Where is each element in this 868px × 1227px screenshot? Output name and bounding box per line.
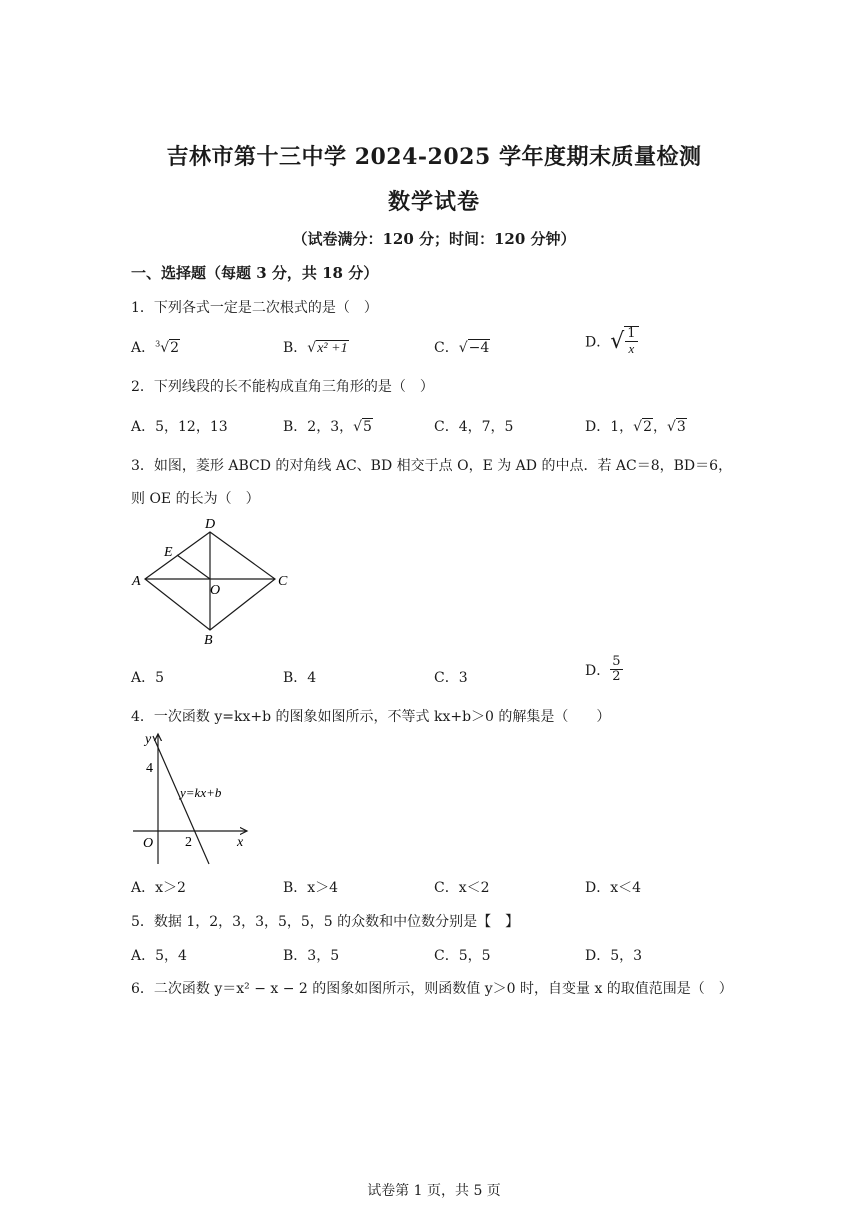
option-label: B． <box>283 340 308 356</box>
question-6: 6．二次函数 y＝x² − x − 2 的图象如图所示，则函数值 y＞0 时，自变量 x 的取值范围是（ ） <box>131 981 733 997</box>
root-index: 3 <box>155 339 161 349</box>
separator: ， <box>652 419 667 435</box>
segment-oe <box>177 555 210 579</box>
section-title: 一、选择题（每题 3 分，共 18 分） <box>131 264 379 282</box>
q1-option-c: C．√−4 <box>434 340 490 356</box>
fraction-numerator: 5 <box>612 654 621 669</box>
label-o: O <box>210 583 221 598</box>
q3-option-c: C．3 <box>434 670 468 686</box>
q5-option-d: D．5，3 <box>585 948 643 964</box>
question-1: 1．下列各式一定是二次根式的是（ ） <box>131 300 378 316</box>
q2-option-c: C．4，7，5 <box>434 419 514 435</box>
radicand: 3 <box>676 419 686 435</box>
q2-option-b: B．2，3，√5 <box>283 419 372 435</box>
q5-option-c: C．5，5 <box>434 948 491 964</box>
q3-option-d <box>585 655 623 685</box>
q5-option-b: B．3，5 <box>283 948 340 964</box>
q1-option-a: A．$^3$√2 <box>131 339 180 356</box>
radicand: −4 <box>468 340 490 356</box>
radicand: 5 <box>363 419 372 435</box>
q2-option-d: D．1，√2，√3 <box>585 419 686 435</box>
y-intercept-label: 4 <box>146 761 153 776</box>
option-label: C． <box>434 340 459 356</box>
q4-option-d: D．x＜4 <box>585 880 642 896</box>
exam-title: 吉林市第十三中学 2024-2025 学年度期末质量检测 <box>166 144 702 170</box>
q2-option-a: A．5，12，13 <box>131 419 228 435</box>
option-text: B．2，3， <box>283 419 354 435</box>
option-label: D． <box>585 662 611 679</box>
origin-label: O <box>143 836 154 851</box>
exam-subtitle: 数学试卷 <box>387 189 480 215</box>
q1-option-b: B．√x² +1 <box>283 340 348 356</box>
q1-option-d: D．√ $\frac{1}{x}$ <box>585 326 639 357</box>
question-4: 4．一次函数 y=kx+b 的图象如图所示，不等式 kx+b＞0 的解集是（ ） <box>131 709 611 725</box>
x-axis-label: x <box>237 835 244 850</box>
label-a: A <box>132 574 141 589</box>
page-footer: 试卷第 1 页，共 5 页 <box>367 1183 501 1199</box>
x-intercept-label: 2 <box>185 835 192 850</box>
line-kx-plus-b <box>153 736 209 864</box>
option-text: D．1， <box>585 419 634 435</box>
question-5: 5．数据 1，2，3，3，5，5，5 的众数和中位数分别是【 】 <box>131 914 520 930</box>
y-axis-label: y <box>145 732 152 747</box>
question-3-line2: 则 OE 的长为（ ） <box>131 491 260 507</box>
question-3-line1: 3．如图，菱形 ABCD 的对角线 AC、BD 相交于点 O，E 为 AD 的中点．若 AC＝8，BD＝6， <box>131 458 733 474</box>
linear-function-graph <box>125 728 255 868</box>
radicand: 2 <box>170 340 180 356</box>
option-label: D． <box>585 334 611 351</box>
fraction-numerator: 1 <box>627 326 636 341</box>
label-c: C <box>278 574 288 589</box>
radicand: 2 <box>643 419 652 435</box>
exam-note: （试卷满分：120 分；时间：120 分钟） <box>292 230 576 248</box>
rhombus-figure <box>125 512 300 652</box>
radicand: x² +1 <box>317 341 348 356</box>
option-label: A． <box>131 340 156 356</box>
q4-option-a: A．x＞2 <box>131 880 186 896</box>
q3-option-b: B．4 <box>283 670 317 686</box>
fraction-denominator: 2 <box>612 669 621 685</box>
q5-option-a: A．5，4 <box>131 948 187 964</box>
label-d: D <box>205 517 216 532</box>
question-2: 2．下列线段的长不能构成直角三角形的是（ ） <box>131 379 434 395</box>
fraction-denominator: x <box>628 341 635 357</box>
line-label: y=kx+b <box>180 785 222 800</box>
q4-option-c: C．x＜2 <box>434 880 490 896</box>
label-e: E <box>164 545 173 560</box>
q3-option-a: A．5 <box>131 670 165 686</box>
label-b: B <box>204 633 213 648</box>
q4-option-b: B．x＞4 <box>283 880 339 896</box>
